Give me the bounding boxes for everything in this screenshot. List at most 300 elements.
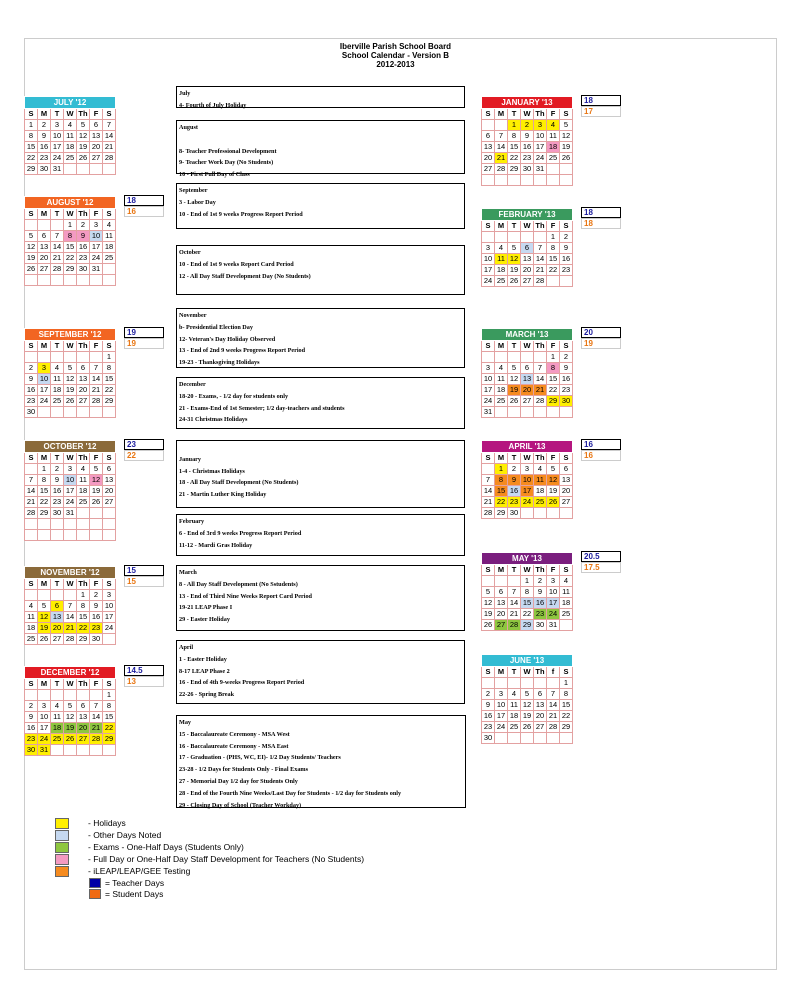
day-cell: 4 (64, 120, 77, 131)
event-box-january (176, 440, 465, 508)
day-cell: 24 (38, 734, 51, 745)
day-cell: 12 (508, 374, 521, 385)
day-cell: 16 (508, 486, 521, 497)
empty-cell (482, 175, 495, 186)
month-title: APRIL '13 (482, 441, 573, 453)
weekday-header: S (103, 579, 116, 590)
legend-label-staff: - Full Day or One-Half Day Staff Development for Teachers (No Students) (88, 854, 365, 864)
empty-cell (77, 519, 90, 530)
day-cell: 18 (534, 486, 547, 497)
empty-cell (25, 275, 38, 286)
day-cell: 22 (521, 609, 534, 620)
empty-cell (482, 232, 495, 243)
day-cell: 17 (38, 385, 51, 396)
day-cell: 29 (521, 620, 534, 631)
calendar-jan13 (481, 96, 593, 186)
teacher-days-count: 16 (581, 439, 621, 450)
weekday-header: Th (535, 453, 545, 462)
weekday-header: S (482, 341, 495, 352)
weekday-header: S (560, 221, 573, 232)
day-cell: 23 (25, 734, 38, 745)
day-cell: 10 (482, 374, 495, 385)
day-cell: 14 (64, 612, 77, 623)
day-cell: 27 (51, 634, 64, 645)
event-month-heading: March (179, 569, 197, 576)
day-cell: 1 (495, 464, 508, 475)
day-cell: 21 (482, 497, 495, 508)
day-cell: 10 (90, 231, 103, 242)
day-cell: 19 (77, 142, 90, 153)
day-cell: 23 (482, 722, 495, 733)
weekday-header: M (38, 109, 51, 120)
teacher-days-count: 18 (124, 195, 164, 206)
empty-cell (77, 690, 90, 701)
weekday-header: S (103, 109, 116, 120)
day-cell: 8 (38, 475, 51, 486)
board-name: Iberville Parish School Board (339, 42, 452, 51)
weekday-header: M (38, 679, 51, 690)
day-cell: 7 (25, 475, 38, 486)
empty-cell (38, 690, 51, 701)
weekday-header: M (495, 341, 508, 352)
empty-cell (521, 232, 534, 243)
teacher-days-count: 19 (124, 327, 164, 338)
student-days-count: 22 (124, 450, 164, 461)
empty-cell (64, 690, 77, 701)
day-cell: 7 (534, 243, 547, 254)
weekday-header: S (560, 341, 573, 352)
month-title: AUGUST '12 (25, 197, 116, 209)
weekday-header: T (508, 453, 521, 464)
day-cell: 19 (90, 486, 103, 497)
empty-cell (51, 220, 64, 231)
day-cell: 13 (38, 242, 51, 253)
empty-cell (77, 275, 90, 286)
weekday-header: T (508, 667, 521, 678)
empty-cell (103, 530, 116, 541)
day-cell: 5 (64, 701, 77, 712)
day-cell: 2 (560, 352, 573, 363)
event-box-april (176, 640, 465, 704)
empty-cell (495, 120, 508, 131)
day-cell: 13 (77, 712, 90, 723)
day-cell: 14 (508, 598, 521, 609)
empty-cell (508, 733, 521, 744)
day-cell: 30 (25, 745, 38, 756)
day-cell: 12 (90, 475, 103, 486)
empty-cell (508, 576, 521, 587)
day-cell: 15 (495, 486, 508, 497)
document-header (0, 42, 791, 69)
day-cell: 15 (103, 712, 116, 723)
day-cell: 5 (521, 689, 534, 700)
calendar-may13 (481, 552, 600, 631)
day-cell: 24 (521, 497, 534, 508)
day-cell: 9 (534, 587, 547, 598)
day-cell: 6 (77, 363, 90, 374)
day-cell: 16 (77, 242, 90, 253)
day-cell: 3 (51, 120, 64, 131)
event-line: 13 - End of 2nd 9 weeks Progress Report Period (179, 347, 306, 355)
day-cell: 13 (521, 254, 534, 265)
day-cell: 19 (521, 711, 534, 722)
day-cell: 27 (560, 497, 573, 508)
weekday-header: S (103, 341, 116, 352)
day-cell: 23 (51, 497, 64, 508)
event-line: 18-20 - Exams, - 1/2 day for students only (179, 392, 289, 400)
day-cell: 27 (77, 734, 90, 745)
day-cell: 11 (495, 254, 508, 265)
day-cell: 6 (51, 601, 64, 612)
day-cell: 4 (25, 601, 38, 612)
day-cell: 30 (77, 264, 90, 275)
empty-cell (77, 530, 90, 541)
day-cell: 4 (560, 576, 573, 587)
day-cell: 18 (77, 486, 90, 497)
day-cell: 2 (90, 590, 103, 601)
empty-cell (521, 678, 534, 689)
empty-cell (547, 733, 560, 744)
day-cell: 26 (547, 497, 560, 508)
day-cell: 7 (482, 475, 495, 486)
month-title: JANUARY '13 (482, 97, 573, 109)
day-cell: 20 (90, 142, 103, 153)
day-cell: 5 (25, 231, 38, 242)
weekday-header: S (103, 679, 116, 690)
day-cell: 25 (77, 497, 90, 508)
day-cell: 29 (560, 722, 573, 733)
weekday-header: W (521, 109, 534, 120)
day-cell: 26 (38, 634, 51, 645)
day-cell: 25 (25, 634, 38, 645)
calendar-jul12 (24, 96, 116, 175)
day-cell: 13 (482, 142, 495, 153)
empty-cell (38, 407, 51, 418)
event-line: 8- Teacher Professional Development (179, 147, 277, 155)
day-cell: 16 (534, 598, 547, 609)
day-cell: 1 (560, 678, 573, 689)
day-cell: 3 (64, 464, 77, 475)
empty-cell (90, 745, 103, 756)
day-cell: 10 (495, 700, 508, 711)
event-line: 17 - Graduation - (PHS, WC, EI)- 1/2 Day Students/ Teachers (179, 754, 341, 762)
day-cell: 13 (534, 700, 547, 711)
month-title: SEPTEMBER '12 (25, 329, 116, 341)
day-cell: 18 (64, 142, 77, 153)
day-cell: 4 (77, 464, 90, 475)
day-cell: 19 (508, 385, 521, 396)
day-cell: 31 (64, 508, 77, 519)
day-cell: 6 (77, 701, 90, 712)
day-cell: 19 (38, 623, 51, 634)
day-cell: 17 (38, 723, 51, 734)
empty-cell (521, 733, 534, 744)
empty-cell (521, 352, 534, 363)
empty-cell (547, 678, 560, 689)
weekday-header: F (90, 453, 103, 464)
day-cell: 25 (495, 396, 508, 407)
empty-cell (103, 508, 116, 519)
day-cell: 10 (103, 601, 116, 612)
day-cell: 26 (25, 264, 38, 275)
empty-cell (38, 352, 51, 363)
empty-cell (51, 275, 64, 286)
teacher-days-count: 20.5 (581, 551, 621, 562)
weekday-header: Th (78, 453, 88, 462)
day-cell: 25 (51, 396, 64, 407)
day-cell: 2 (38, 120, 51, 131)
day-cell: 28 (534, 396, 547, 407)
empty-cell (51, 530, 64, 541)
student-days-count: 18 (581, 218, 621, 229)
weekday-header: T (51, 341, 64, 352)
day-cell: 28 (547, 722, 560, 733)
empty-cell (103, 407, 116, 418)
event-line: 28 - End of the Fourth Nine Weeks/Last Day for Students - 1/2 day for Students only (179, 789, 402, 797)
event-line: 19-21 LEAP Phase I (179, 604, 233, 612)
day-cell: 14 (51, 242, 64, 253)
teacher-days-count: 23 (124, 439, 164, 450)
empty-cell (90, 690, 103, 701)
day-cell: 15 (547, 254, 560, 265)
weekday-header: F (90, 679, 103, 690)
empty-cell (482, 678, 495, 689)
event-month-heading: April (179, 644, 194, 651)
empty-cell (90, 164, 103, 175)
student-days-count: 16 (581, 450, 621, 461)
day-cell: 28 (103, 153, 116, 164)
day-cell: 7 (64, 601, 77, 612)
event-line: 29 - Closing Day of School (Teacher Workday) (179, 801, 302, 809)
day-cell: 7 (90, 363, 103, 374)
day-cell: 17 (90, 242, 103, 253)
day-cell: 10 (64, 475, 77, 486)
legend-swatch-student (89, 889, 101, 899)
day-cell: 31 (38, 745, 51, 756)
empty-cell (547, 407, 560, 418)
event-box-november (176, 308, 465, 368)
empty-cell (90, 508, 103, 519)
day-cell: 9 (90, 601, 103, 612)
weekday-header: Th (535, 109, 545, 118)
weekday-header: S (25, 341, 38, 352)
student-days-count: 16 (124, 206, 164, 217)
day-cell: 13 (495, 598, 508, 609)
weekday-header: F (90, 579, 103, 590)
day-cell: 4 (495, 363, 508, 374)
month-title: OCTOBER '12 (25, 441, 116, 453)
empty-cell (534, 407, 547, 418)
event-box-march (176, 565, 465, 631)
weekday-header: S (25, 453, 38, 464)
day-cell: 17 (103, 612, 116, 623)
day-cell: 28 (495, 164, 508, 175)
day-cell: 5 (64, 363, 77, 374)
day-cell: 27 (521, 396, 534, 407)
event-box-may (176, 715, 466, 808)
day-cell: 15 (25, 142, 38, 153)
day-cell: 28 (64, 634, 77, 645)
event-line: 6 - End of 3rd 9 weeks Progress Report Period (179, 529, 302, 537)
legend-swatch-teacher (89, 878, 101, 888)
day-cell: 31 (482, 407, 495, 418)
day-cell: 16 (560, 254, 573, 265)
day-cell: 18 (495, 265, 508, 276)
empty-cell (495, 175, 508, 186)
legend-swatch-staff (55, 854, 69, 865)
calendar-dec12 (24, 666, 143, 756)
day-cell: 19 (560, 142, 573, 153)
event-box-august (176, 120, 465, 179)
weekday-header: F (547, 453, 560, 464)
day-cell: 23 (560, 265, 573, 276)
empty-cell (495, 352, 508, 363)
empty-cell (534, 508, 547, 519)
day-cell: 21 (547, 711, 560, 722)
empty-cell (495, 678, 508, 689)
day-cell: 23 (560, 385, 573, 396)
empty-cell (495, 733, 508, 744)
day-cell: 19 (508, 265, 521, 276)
day-cell: 22 (25, 153, 38, 164)
day-cell: 26 (77, 153, 90, 164)
day-cell: 26 (482, 620, 495, 631)
weekday-header: M (495, 667, 508, 678)
weekday-header: W (521, 565, 534, 576)
event-line: 10 - End of 1st 9 weeks Progress Report Period (179, 210, 303, 218)
empty-cell (508, 352, 521, 363)
day-cell: 15 (560, 700, 573, 711)
day-cell: 8 (547, 363, 560, 374)
weekday-header: M (38, 341, 51, 352)
day-cell: 8 (77, 601, 90, 612)
event-line (179, 134, 462, 146)
event-line: 21 - Exams-End of 1st Semester; 1/2 day-teachers and students (179, 404, 345, 412)
day-cell: 17 (547, 598, 560, 609)
day-cell: 8 (495, 475, 508, 486)
weekday-header: W (521, 341, 534, 352)
weekday-header: M (38, 209, 51, 220)
day-cell: 11 (77, 475, 90, 486)
weekday-header: M (495, 565, 508, 576)
empty-cell (560, 164, 573, 175)
day-cell: 31 (51, 164, 64, 175)
day-cell: 31 (534, 164, 547, 175)
weekday-header: S (25, 209, 38, 220)
event-line: 12 - All Day Staff Development Day (No Students) (179, 272, 311, 280)
empty-cell (560, 733, 573, 744)
legend-label-leap: - iLEAP/LEAP/GEE Testing (88, 866, 191, 876)
empty-cell (482, 120, 495, 131)
day-cell: 16 (560, 374, 573, 385)
event-line: 23-28 - 1/2 Days for Students Only - Final Exams (179, 766, 308, 774)
day-cell: 3 (482, 363, 495, 374)
day-cell: 11 (547, 131, 560, 142)
day-cell: 14 (90, 712, 103, 723)
month-title: NOVEMBER '12 (25, 567, 116, 579)
day-cell: 12 (38, 612, 51, 623)
day-cell: 19 (547, 486, 560, 497)
day-cell: 21 (534, 385, 547, 396)
weekday-header: F (547, 565, 560, 576)
day-cell: 12 (547, 475, 560, 486)
weekday-header: M (38, 579, 51, 590)
day-cell: 24 (547, 609, 560, 620)
day-cell: 20 (521, 265, 534, 276)
day-cell: 29 (103, 396, 116, 407)
day-cell: 2 (51, 464, 64, 475)
day-cell: 21 (103, 142, 116, 153)
empty-cell (38, 590, 51, 601)
empty-cell (495, 407, 508, 418)
weekday-header: T (508, 341, 521, 352)
day-cell: 16 (25, 723, 38, 734)
empty-cell (38, 275, 51, 286)
weekday-header: W (521, 667, 534, 678)
empty-cell (64, 164, 77, 175)
empty-cell (560, 407, 573, 418)
day-cell: 20 (495, 609, 508, 620)
weekday-header: S (560, 453, 573, 464)
event-box-february (176, 514, 465, 556)
weekday-header: W (64, 453, 77, 464)
day-cell: 22 (77, 623, 90, 634)
day-cell: 29 (77, 634, 90, 645)
empty-cell (25, 519, 38, 530)
day-cell: 9 (25, 712, 38, 723)
day-cell: 25 (547, 153, 560, 164)
weekday-header: M (495, 109, 508, 120)
day-cell: 25 (51, 734, 64, 745)
weekday-header: Th (78, 341, 88, 350)
empty-cell (38, 220, 51, 231)
event-line: 9- Teacher Work Day (No Students) (179, 159, 274, 167)
day-cell: 13 (77, 374, 90, 385)
day-cell: 24 (38, 396, 51, 407)
empty-cell (38, 530, 51, 541)
day-cell: 8 (560, 689, 573, 700)
day-cell: 29 (103, 734, 116, 745)
day-cell: 1 (25, 120, 38, 131)
empty-cell (547, 164, 560, 175)
day-cell: 3 (482, 243, 495, 254)
day-cell: 1 (38, 464, 51, 475)
event-line: 1 - Easter Holiday (179, 655, 227, 663)
weekday-header: Th (535, 667, 545, 676)
day-cell: 24 (103, 623, 116, 634)
day-cell: 27 (534, 722, 547, 733)
day-cell: 21 (64, 623, 77, 634)
day-cell: 18 (547, 142, 560, 153)
month-title: JUNE '13 (482, 655, 573, 667)
day-cell: 11 (495, 374, 508, 385)
day-cell: 27 (521, 276, 534, 287)
day-cell: 6 (103, 464, 116, 475)
day-cell: 3 (38, 363, 51, 374)
weekday-header: T (51, 109, 64, 120)
day-cell: 1 (508, 120, 521, 131)
empty-cell (508, 175, 521, 186)
empty-cell (25, 690, 38, 701)
day-cell: 30 (38, 164, 51, 175)
weekday-header: T (508, 565, 521, 576)
day-cell: 10 (482, 254, 495, 265)
day-cell: 25 (560, 609, 573, 620)
day-cell: 11 (560, 587, 573, 598)
day-cell: 14 (482, 486, 495, 497)
day-cell: 2 (508, 464, 521, 475)
day-cell: 1 (103, 690, 116, 701)
